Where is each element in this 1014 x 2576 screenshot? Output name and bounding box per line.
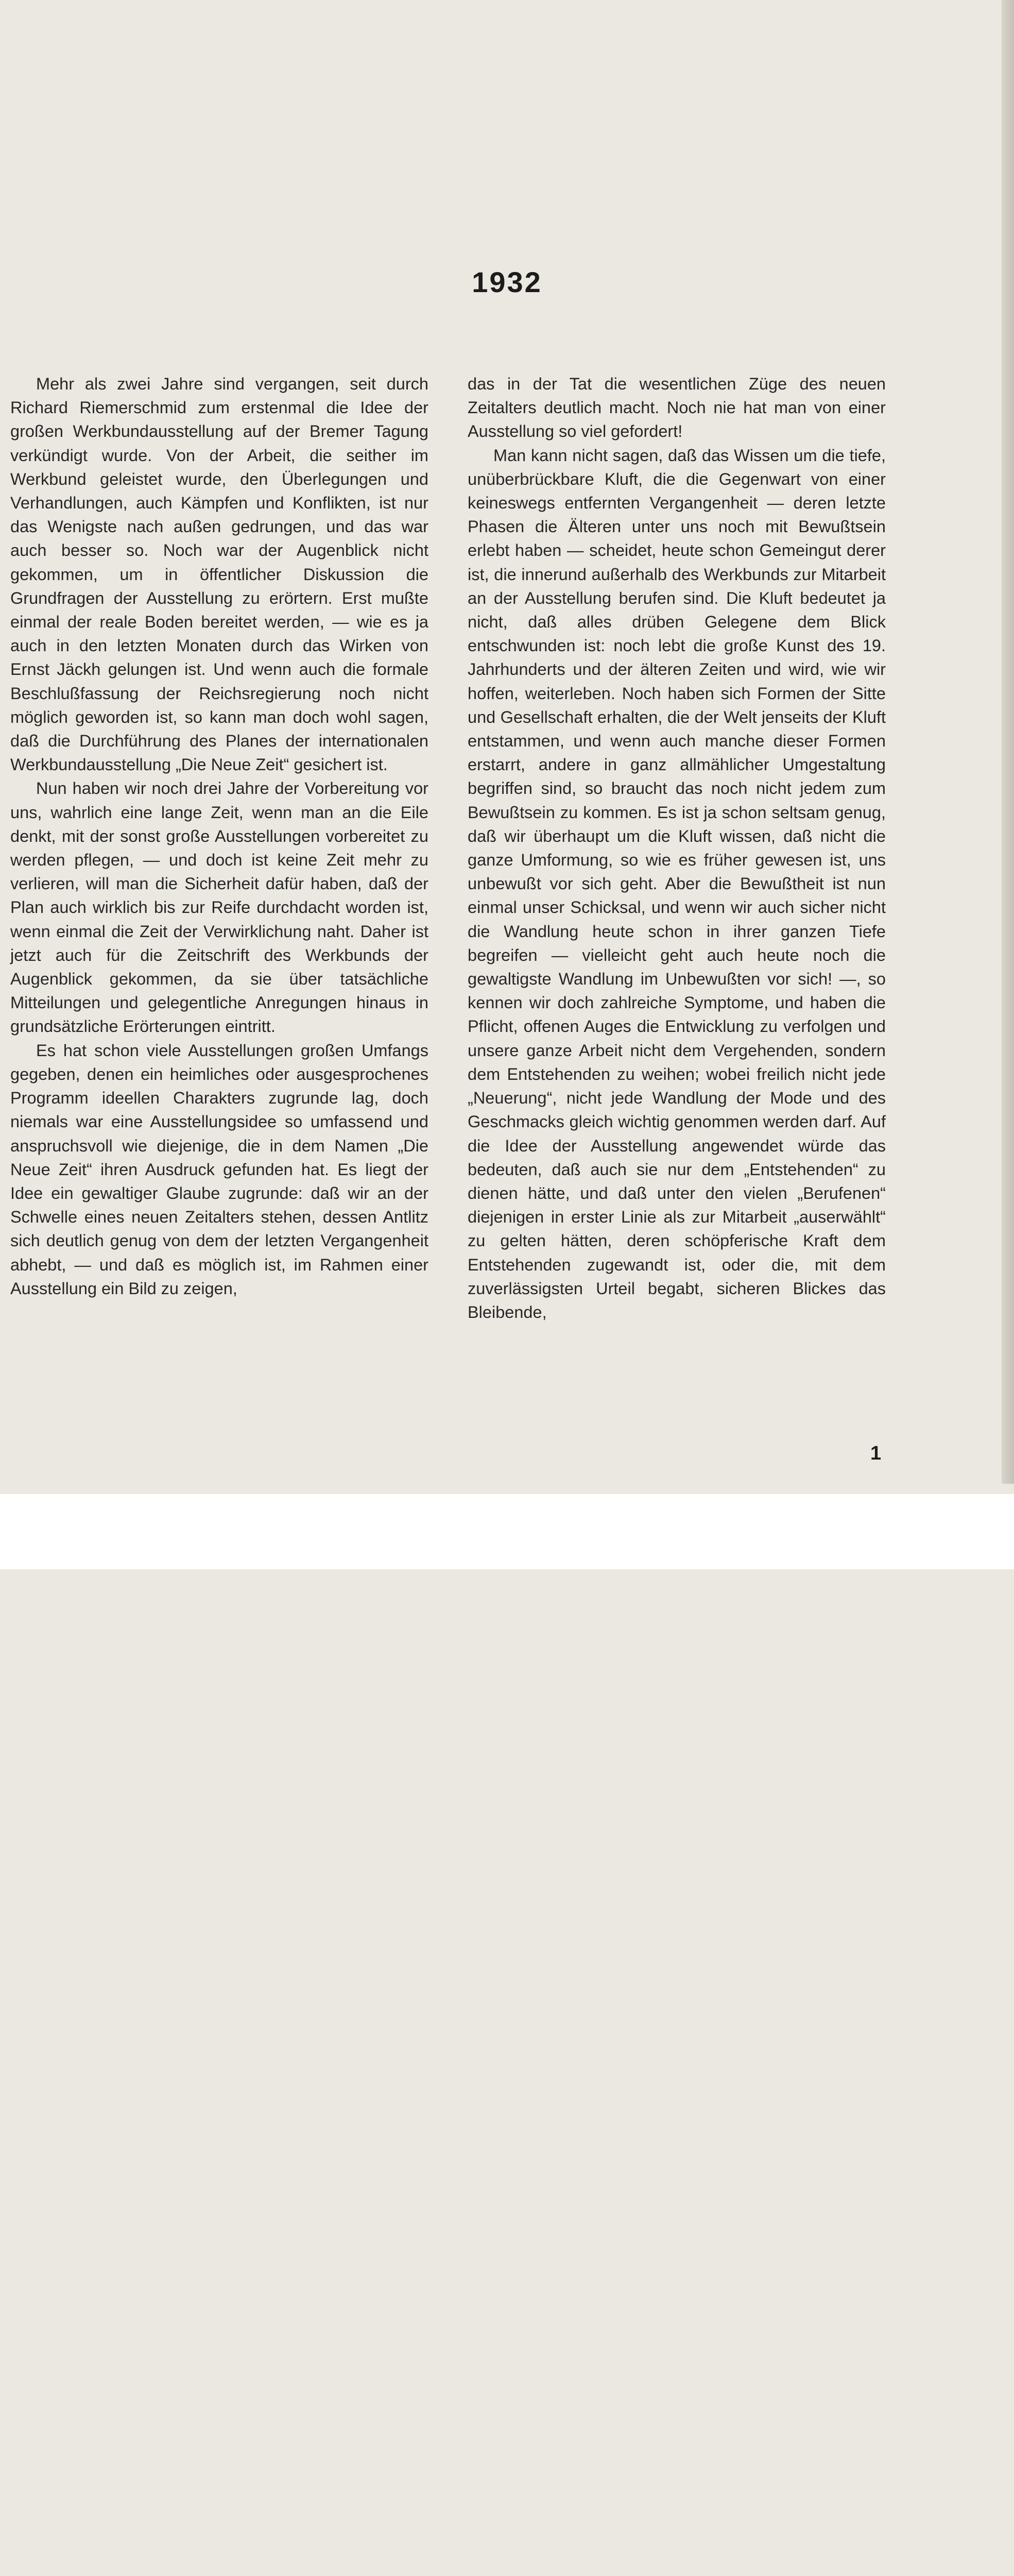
page-title: 1932 — [472, 266, 542, 298]
scan-edge — [1002, 0, 1014, 1484]
viewer-footer — [0, 1494, 1014, 1569]
paragraph: Man kann nicht sagen, daß das Wissen um die tiefe, unüberbrückbare Kluft, die die Gegenwart von einer keineswegs entfernten Vergangenheit — deren letzte Phasen die Älteren unter uns noch mit Bewußtsein erlebt haben — scheidet, heute schon Gemeingut derer ist, die innerund außerhalb des Werkbunds zur Mitarbeit an der Ausstellung berufen sind. Die Kluft bedeutet ja nicht, daß alles drüben Gelegene dem Blick entschwunden ist: noch lebt die große Kunst des 19. Jahrhunderts und der älteren Zeiten und wird, wie wir hoffen, weiterleben. Noch haben sich Formen der Sitte und Gesellschaft erhalten, die der Welt jenseits der Kluft entstammen, und wenn auch manche dieser Formen erstarrt, andere in ganz allmählicher Umgestaltung begriffen sind, so braucht das noch nicht jedem zum Bewußtsein zu kommen. Es ist ja schon seltsam genug, daß wir überhaupt um die Kluft wissen, daß nicht die ganze Umformung, so wie es früher gewesen ist, uns unbewußt vor sich geht. Aber die Bewußtheit ist nun einmal unser Schicksal, und wenn wir auch sicher nicht die Wandlung heute schon in ihrer ganzen Tiefe begreifen — vielleicht geht auch heute noch die gewaltigste Wandlung im Unbewußten vor sich! —, so kennen wir doch zahlreiche Symptome, und haben die Pflicht, offenen Auges die Entwicklung zu verfolgen und unsere ganze Arbeit nicht dem Vergehenden, sondern dem Entstehenden zu weihen; wobei freilich nicht jede „Neuerung“, nicht jede Wandlung der Mode und des Geschmacks gleich wichtig genommen werden darf. Auf die Idee der Ausstellung angewendet würde das bedeuten, daß auch sie nur dem „Entstehenden“ zu dienen hätte, und daß unter den vielen „Berufenen“ diejenigen in erster Linie als zur Mitarbeit „auserwählt“ zu gelten hätten, deren schöpferische Kraft dem Entstehenden zugewandt ist, oder die, mit dem zuverlässigsten Urteil begabt, sicheren Blickes das Bleibende, — [468, 446, 886, 1321]
paragraph: Nun haben wir noch drei Jahre der Vorbereitung vor uns, wahrlich eine lange Zeit, wenn man an die Eile denkt, mit der sonst große Ausstellungen vorbereitet zu werden pflegen, — und doch ist keine Zeit mehr zu verlieren, will man die Sicherheit dafür haben, daß der Plan auch wirklich bis zur Reife durchdacht worden ist, wenn einmal die Zeit der Verwirklichung naht. Daher ist jetzt auch für die Zeitschrift des Werkbunds der Augenblick gekommen, da sie über tatsächliche Mitteilungen und gelegentliche Anregungen hinaus in grundsätzliche Erörterungen eintritt. — [10, 779, 428, 1036]
left-column — [10, 372, 428, 1300]
right-column — [468, 372, 886, 1324]
paragraph: Es hat schon viele Ausstellungen großen Umfangs gegeben, denen ein heimliches oder ausgesprochenes Programm ideellen Charakters zugrunde lag, doch niemals war eine Ausstellungsidee so umfassend und anspruchsvoll wie diejenige, die in dem Namen „Die Neue Zeit“ ihren Ausdruck gefunden hat. Es liegt der Idee ein gewaltiger Glaube zugrunde: daß wir an der Schwelle eines neuen Zeitalters stehen, dessen Antlitz sich deutlich genug von dem der letzten Vergangenheit abhebt, — und daß es möglich ist, im Rahmen einer Ausstellung ein Bild zu zeigen, — [10, 1041, 428, 1298]
paragraph: Mehr als zwei Jahre sind vergangen, seit durch Richard Riemerschmid zum erstenmal die Idee der großen Werkbundausstellung auf der Bremer Tagung verkündigt wurde. Von der Arbeit, die seither im Werkbund geleistet wurde, den Überlegungen und Verhandlungen, auch Kämpfen und Konflikten, ist nur das Wenigste nach außen gedrungen, und das war auch besser so. Noch war der Augenblick nicht gekommen, um in öffentlicher Diskussion die Grundfragen der Ausstellung zu erörtern. Erst mußte einmal der reale Boden bereitet werden, — wie es ja auch in den letzten Monaten durch das Wirken von Ernst Jäckh gelungen ist. Und wenn auch die formale Beschlußfassung der Reichsregierung noch nicht möglich geworden ist, so kann man doch wohl sagen, daß die Durchführung des Planes der internationalen Werkbundausstellung „Die Neue Zeit“ gesichert ist. — [10, 375, 428, 774]
page-number: 1 — [870, 1443, 882, 1464]
paragraph: das in der Tat die wesentlichen Züge des neuen Zeitalters deutlich macht. Noch nie hat man von einer Ausstellung so viel gefordert! — [468, 375, 886, 441]
